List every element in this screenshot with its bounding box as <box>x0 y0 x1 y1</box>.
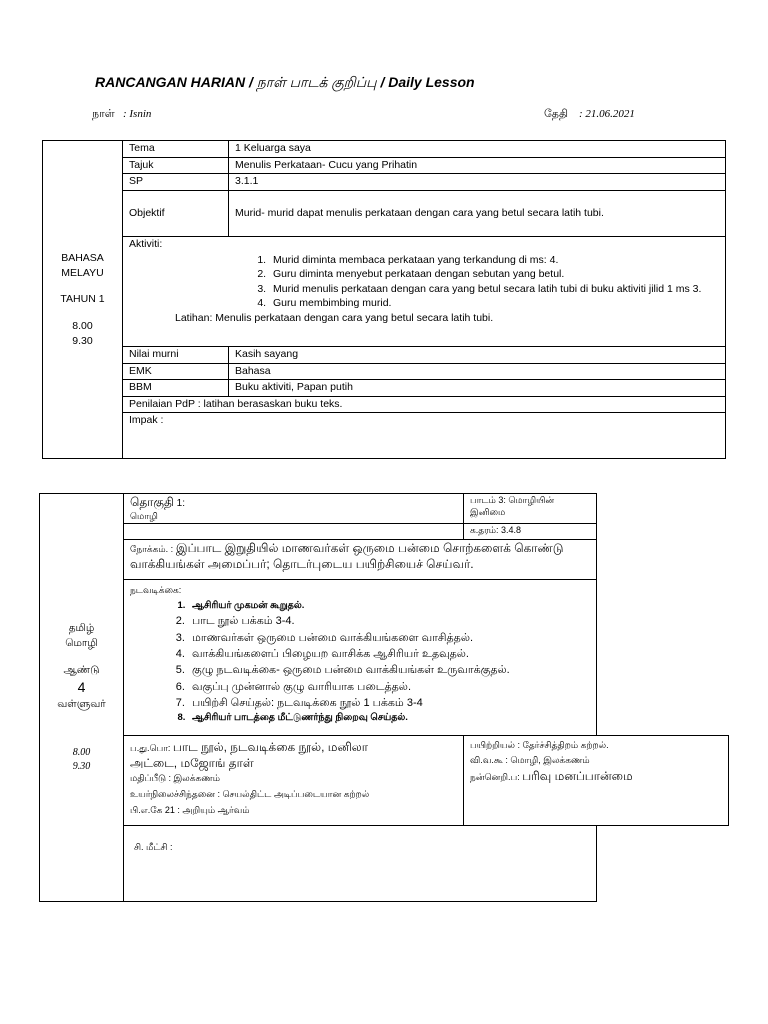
title-english: Daily Lesson <box>388 74 475 90</box>
title-separator: / <box>376 74 389 90</box>
aktiviti-cell <box>123 236 726 346</box>
document-title <box>95 74 475 93</box>
objektif-value: Murid- murid dapat menulis perkataan dengan cara yang betul secara latih tubi. <box>229 190 726 236</box>
list-item: 2. பாட நூல் பக்கம் 3-4. <box>188 614 590 628</box>
tamil-year-number: 4 <box>77 678 86 695</box>
bm-lesson-table <box>42 140 726 459</box>
nilai-label: Nilai murni <box>123 346 229 363</box>
thoguthi-sub: மொழி <box>130 510 158 521</box>
latihan-text: Latihan: Menulis perkataan dengan cara yang betul secara latih tubi. <box>175 312 494 325</box>
bm-year: TAHUN 1 <box>60 293 105 306</box>
mathippidu-text: மதிப்பீடு : இலக்கணம் <box>130 773 220 784</box>
vivaku-text: வி.வ.கூ : மொழி, இலக்கணம் <box>470 754 590 765</box>
nokkam-text-2: வாக்கியங்கள் அமைப்பர்; தொடர்புடைய பயிற்சியைச் செய்வர். <box>130 556 474 571</box>
list-item: 5. குழு நடவடிக்கை- ஒருமை பன்மை வாக்கியங்கள் உருவாக்குதல். <box>188 663 590 677</box>
objektif-label: Objektif <box>123 190 229 236</box>
day-field <box>92 108 151 122</box>
thoguthi-number: 1: <box>173 498 185 509</box>
payirriyal-text: பயிற்றியல் : தேர்ச்சித்திறம் கற்றல். <box>470 740 609 751</box>
date-field <box>544 108 635 122</box>
emk-value: Bahasa <box>229 363 726 380</box>
bm-time-start: 8.00 <box>72 320 93 333</box>
list-item: 6. வகுப்பு முன்னால் குழு வாரியாக படைத்தல். <box>188 680 590 694</box>
paadam-cell: பாடம் 3: மொழியின் இனிமை <box>464 494 596 524</box>
list-item: 1. ஆசிரியர் முகமன் கூறுதல். <box>188 600 590 612</box>
date-label: தேதி <box>544 108 568 120</box>
tajuk-label: Tajuk <box>123 157 229 174</box>
title-malay: RANCANGAN HARIAN / <box>95 74 253 90</box>
pikase-text: பி.எ.கே 21 : அறியும் ஆர்வம் <box>130 804 250 815</box>
bbm-label: BBM <box>123 380 229 397</box>
meetchi-cell: சி. மீட்சி : <box>124 826 597 902</box>
pathupo-text: பாட நூல், நடவடிக்கை நூல், மனிலா <box>172 740 369 755</box>
day-value: : Isnin <box>122 108 152 120</box>
pedagogy-cell <box>464 736 729 826</box>
uyarnilai-text: உயர்நிலைச்சிந்தனை : செயல்திட்ட அடிப்படையான கற்றல் <box>130 789 370 800</box>
pathupo-label: ப.து.பொ: <box>130 743 173 754</box>
empty-cell <box>124 524 464 540</box>
nanneri-label: நன்னெறி.ப: <box>470 771 523 782</box>
emk-label: EMK <box>123 363 229 380</box>
tajuk-value: Menulis Perkataan- Cucu yang Prihatin <box>229 157 726 174</box>
tema-value: 1 Keluarga saya <box>229 141 726 158</box>
list-item: 8. ஆசிரியர் பாடத்தை மீட்டுணர்ந்து நிறைவு செய்தல். <box>188 712 590 724</box>
bbm-value: Buku aktiviti, Papan putih <box>229 380 726 397</box>
tema-label: Tema <box>123 141 229 158</box>
list-item: 4. Guru membimbing murid. <box>269 297 719 311</box>
impak-text: Impak : <box>123 413 726 459</box>
nilai-value: Kasih sayang <box>229 346 726 363</box>
list-item: 3. மாணவர்கள் ஒருமை பன்மை வாக்கியங்களை வாசித்தல். <box>188 631 590 645</box>
nanneri-text: பரிவு மனப்பான்மை <box>522 768 633 783</box>
tamil-subject-1: தமிழ் <box>68 622 95 635</box>
nokkam-text: இப்பாட இறுதியில் மாணவர்கள் ஒருமை பன்மை சொற்களைக் கொண்டு <box>175 541 564 556</box>
list-item: 7. பயிற்சி செய்தல்: நடவடிக்கை நூல் 1 பக்கம் 3-4 <box>188 696 590 710</box>
nadavadikkai-list <box>130 600 590 724</box>
thoguthi-cell <box>124 494 464 524</box>
date-value: : 21.06.2021 <box>579 108 635 120</box>
nokkam-label: நோக்கம். : <box>130 544 174 555</box>
resources-cell <box>124 736 464 826</box>
bm-time-end: 9.30 <box>72 334 93 347</box>
sp-value: 3.1.1 <box>229 174 726 191</box>
tamil-time-start: 8.00 <box>72 746 91 758</box>
day-label: நாள் <box>92 108 115 120</box>
list-item: 2. Guru diminta menyebut perkataan dengan sebutan yang betul. <box>269 268 719 282</box>
aktiviti-list <box>129 254 719 312</box>
tamil-subject-2: மொழி <box>65 637 98 650</box>
sp-label: SP <box>123 174 229 191</box>
tamil-side-panel <box>40 494 124 902</box>
list-item: 3. Murid menulis perkataan dengan cara yang betul secara latih tubi di buku aktiviti jilid 1 ms 3. <box>269 283 719 297</box>
nokkam-cell <box>124 540 597 580</box>
tamil-class: வள்ளுவர் <box>57 698 106 711</box>
tamil-lesson-table <box>39 493 729 902</box>
pathupo-text-2: அட்டை, மஜோங் தாள் <box>130 755 254 770</box>
nadavadikkai-cell <box>124 580 597 736</box>
nadavadikkai-label: நடவடிக்கை: <box>130 585 182 596</box>
penilaian-text: Penilaian PdP : latihan berasaskan buku teks. <box>123 396 726 413</box>
aktiviti-label: Aktiviti: <box>129 237 163 250</box>
thoguthi-label: தொகுதி <box>130 495 174 509</box>
list-item: 4. வாக்கியங்களைப் பிழையற வாசிக்க ஆசிரியர் உதவுதல். <box>188 647 590 661</box>
tamil-year-label: ஆண்டு <box>63 663 100 676</box>
list-item: 1. Murid diminta membaca perkataan yang terkandung di ms: 4. <box>269 254 719 268</box>
bm-subject: BAHASA MELAYU <box>61 252 104 279</box>
karam-cell: க.தரம்: 3.4.8 <box>464 524 596 540</box>
title-tamil: நாள் பாடக் குறிப்பு <box>256 74 377 90</box>
bm-side-panel <box>43 141 123 459</box>
tamil-time-end: 9.30 <box>72 760 91 772</box>
